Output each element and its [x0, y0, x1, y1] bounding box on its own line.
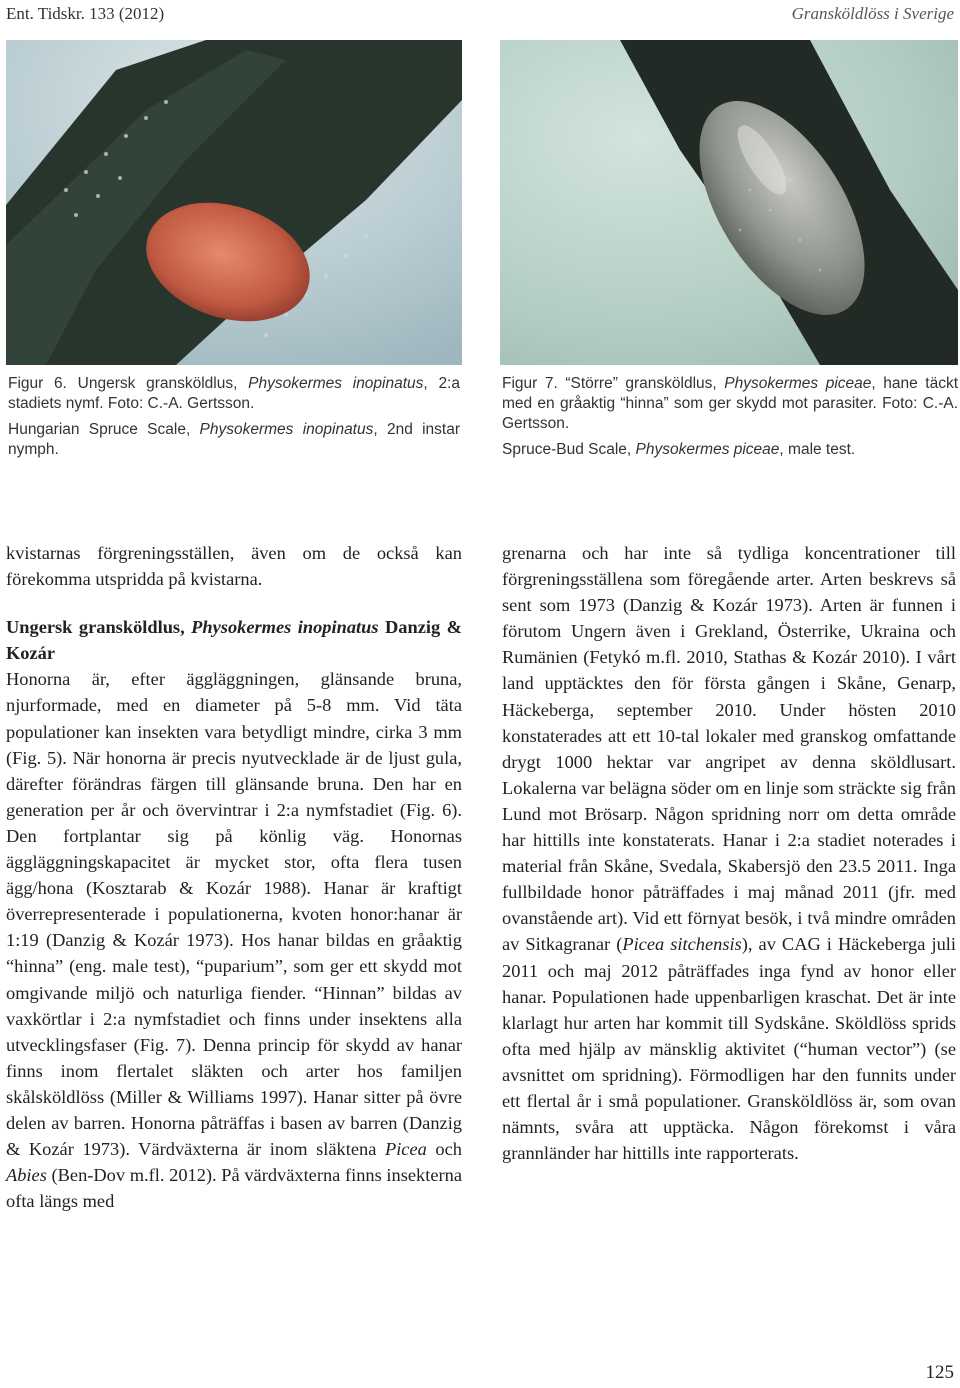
right-text-column [502, 540, 956, 1166]
caption-text: , 2nd instar nymph. [8, 421, 460, 458]
figure-6-photo [6, 40, 462, 365]
page-number: 125 [925, 1362, 954, 1383]
caption-text: , 2:a stadiets nymf. Foto: C.-A. Gertsson. [8, 375, 460, 412]
caption-species: Physokermes inopinatus [248, 375, 424, 392]
caption-species: Physokermes piceae [635, 441, 780, 458]
caption-text: Figur 7. “Större” gransköldlus, [502, 375, 725, 392]
genus-name: Picea [384, 1139, 427, 1160]
figure-7-caption-english [502, 440, 958, 460]
genus-name: Abies [6, 1165, 47, 1186]
journal-citation: Ent. Tidskr. 133 (2012) [6, 4, 165, 23]
figure-6-caption [8, 374, 460, 460]
spruce-twig-photo-fig6 [6, 40, 462, 365]
section-heading [6, 614, 462, 666]
figure-6-caption-swedish [8, 374, 460, 414]
body-text: och [426, 1139, 462, 1160]
body-paragraph [502, 540, 956, 1166]
left-text-column [6, 540, 462, 1214]
caption-text: , hane täckt med en gråaktig “hinna” som ger skydd mot parasiter. Foto: C.-A. Gertsson. [502, 375, 959, 432]
caption-text: , male test. [779, 441, 856, 458]
figure-6 [6, 40, 462, 480]
caption-text: Hungarian Spruce Scale, [8, 421, 200, 438]
article-running-title: Gransköldlöss i Sverige [791, 4, 954, 23]
figure-6-caption-english [8, 420, 460, 460]
caption-text: Figur 6. Ungersk gransköldlus, [8, 375, 249, 392]
heading-text: Ungersk gransköldlus, [6, 617, 192, 638]
figure-7-caption-swedish [502, 374, 958, 434]
heading-authors: Danzig & Kozár [6, 617, 462, 664]
figure-7 [500, 40, 958, 480]
intro-paragraph: kvistarnas förgreningsställen, även om de också kan förekomma utspridda på kvistarna. [6, 543, 462, 590]
heading-species: Physokermes inopinatus [191, 617, 379, 638]
body-text: ), av CAG i Häckeberga juli 2011 och maj 2012 påträffades inga fynd av honor eller hanar. Populationen hade uppenbarligen kraschat. Det är inte klarlagt hur arten har kommit till Sydskåne. Sköldlöss sprids ofta med hjälp av mänsklig aktivitet (“human vector”) (se avsnittet om spridning). Förmodligen har den funnits under ett flertal år i små populationer. Gransköldlöss är, som ovan nämnts, svåra att upptäcka. Någon förekomst i våra grannländer har hittills inte rapporterats. [502, 934, 956, 1164]
caption-text: Spruce-Bud Scale, [502, 441, 636, 458]
body-text: grenarna och har inte så tydliga koncentrationer till förgreningsställena som föregående arter. Arten beskrevs så sent som 1973 (Danzig & Kozár 1973). Arten är funnen i förutom Ungern även i Grekland, Österrike, Ukraina och Rumänien (Fetykó m.fl. 2010, Stathas & Kozár 2010). I vårt land upptäcktes den för första gången i Skåne, Genarp, Häckeberga, september 2010. Under hösten 2010 konstaterades att ett 10-tal lokaler med granskog omfattande drygt 1000 hektar var angripet av denna sköldlusart. Lokalerna var belägna söder om en linje som sträckte sig från Lund mot Brösarp. Någon spridning norr om detta område har hittills inte konstaterats. Hanar i 2:a stadiet noterades i material från Skåne, Svedala, Skabersjö den 23.5 2011. Inga fullbildade honor påträffades i maj månad 2011 (jfr. med ovanstående art). Vid ett förnyat besök, i två mindre områden av Sitkagranar ( [502, 543, 956, 955]
running-header [6, 4, 954, 26]
figure-7-photo [500, 40, 958, 365]
spruce-twig-photo-fig7 [500, 40, 958, 365]
caption-species: Physokermes inopinatus [199, 421, 374, 438]
body-text: Honorna är, efter äggläggningen, glänsande bruna, njurformade, med en diameter på 5-8 mm. Vid täta populationer kan insekten vara betydligt mindre, cirka 3 mm (Fig. 5). När honorna är precis nyutvecklade är de ljust gula, därefter förändras färgen till glänsande bruna. Den har en generation per år och övervintrar i 2:a nymfstadiet (Fig. 6). Den fortplantar sig på könlig väg. Honornas äggläggningskapacitet är mycket stor, ofta flera tusen ägg/hona (Kosztarab & Kozár 1988). Hanar är kraftigt överrepresenterade i populationerna, kvoten honor:hanar är 1:19 (Danzig & Kozár 1973). Hos hanar bildas en gråaktig “hinna” (eng. male test), “puparium”, som ger ett skydd mot omgivande miljö och naturliga fiender. “Hinnan” bildas av vaxkörtlar i 2:a nymfstadiet och finns under insektens alla utvecklingsfaser (Fig. 7). Denna princip för skydd av hanar finns inom flertalet släkten och arter hos familjen skålsköldlöss (Miller & Williams 1997). Hanar sitter på övre delen av barren. Honorna påträffas i basen av barren (Danzig & Kozár 1973). Värdväxterna är inom släktena [6, 669, 462, 1160]
body-paragraph [6, 666, 462, 1214]
figure-7-caption [502, 374, 958, 460]
species-name: Picea sitchensis [622, 934, 742, 955]
body-text: (Ben-Dov m.fl. 2012). På värdväxterna finns insekterna ofta längs med [6, 1165, 462, 1212]
caption-species: Physokermes piceae [724, 375, 872, 392]
